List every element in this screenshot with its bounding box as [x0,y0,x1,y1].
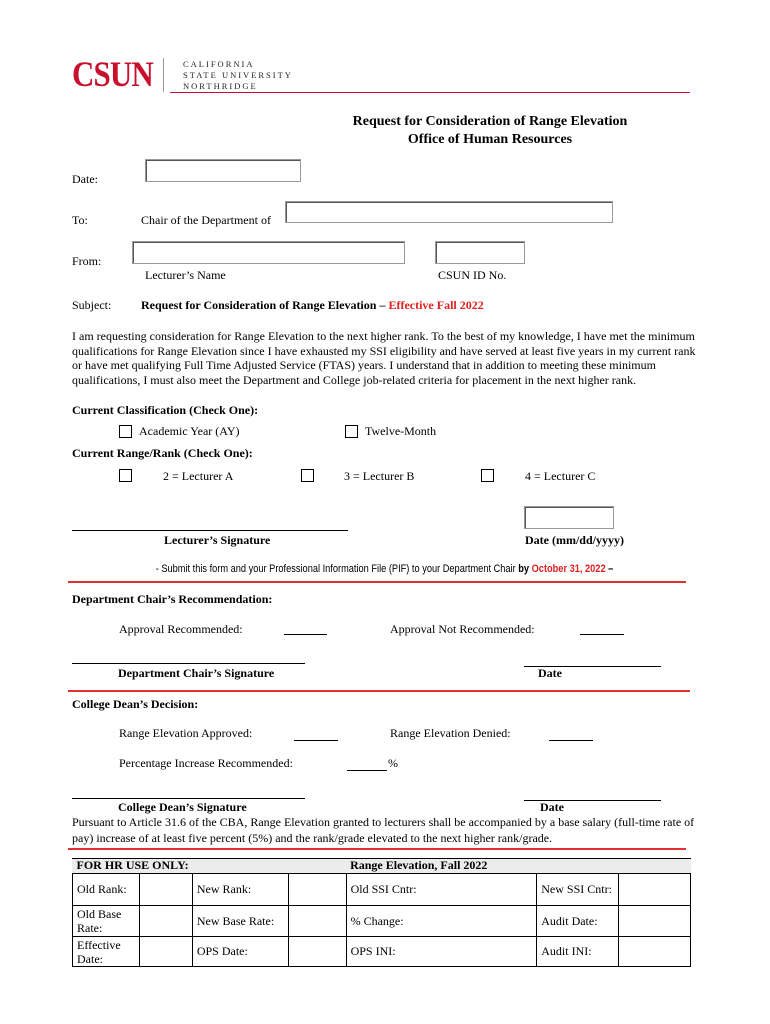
from-label: From: [72,254,102,268]
academic-year-checkbox[interactable] [119,425,132,438]
dean-signature-label: College Dean’s Signature [118,800,247,814]
twelve-month-checkbox[interactable] [345,425,358,438]
dean-signature-line[interactable] [72,798,305,799]
logo-divider [163,58,164,92]
article-paragraph: Pursuant to Article 31.6 of the CBA, Range Elevation granted to lecturers shall be accompanied by a base salary (full-time rate of pay) increase of at least five percent (5%) and the rank/grade elevated to the next higher rank/grade. [72,815,695,845]
chair-heading: Department Chair’s Recommendation: [72,592,273,606]
new-rank-cell[interactable] [288,874,346,906]
effective-date-cell[interactable] [139,937,192,967]
classification-heading: Current Classification (Check One): [72,403,259,417]
subject-effective: Effective Fall 2022 [388,298,484,312]
chair-date-label: Date [538,666,562,680]
lecturer-a-label: 2 = Lecturer A [163,469,234,483]
notice-by: by [518,563,530,575]
hr-use-table [72,858,691,967]
dean-heading: College Dean’s Decision: [72,697,199,711]
lecturer-a-checkbox[interactable] [119,469,132,482]
old-rank-cell[interactable] [139,874,192,906]
ops-date-label: OPS Date: [192,937,288,967]
header-rule [170,92,690,93]
section-divider-3 [68,848,686,850]
request-paragraph: I am requesting consideration for Range Elevation to the next higher rank. To the best of my knowledge, I have met the minimum qualifications for Range Elevation since I have exhausted my SSI eligibility and have served at least five years in my current rank or have met qualifying Full Time Adjusted Service (FTAS) years. I understand that in addition to meeting these minimum qualifications, I must also meet the Department and College job-related criteria for placement in the next higher rank. [72,329,696,387]
logo-line-3: NORTHRIDGE [183,81,258,91]
audit-ini-label: Audit INI: [537,937,619,967]
table-row [73,906,691,937]
hr-use-only-label: FOR HR USE ONLY: [73,858,347,874]
csun-id-input[interactable] [435,241,525,264]
ops-date-cell[interactable] [288,937,346,967]
table-row [73,937,691,967]
new-rank-label: New Rank: [192,874,288,906]
office-title: Office of Human Resources [407,132,573,147]
lecturer-signature-line[interactable] [72,530,348,531]
lecturer-name-input[interactable] [132,241,405,264]
date-input[interactable] [145,159,301,182]
table-row [73,874,691,906]
subject-text [141,298,484,313]
range-denied-line[interactable] [549,740,593,741]
lecturer-c-label: 4 = Lecturer C [525,469,596,483]
lecturer-b-checkbox[interactable] [301,469,314,482]
notice-deadline: October 31, 2022 [531,563,606,575]
old-rank-label: Old Rank: [73,874,140,906]
approval-recommended-line[interactable] [284,634,327,635]
range-approved-line[interactable] [294,740,338,741]
submission-notice [122,563,647,575]
lecturer-c-checkbox[interactable] [481,469,494,482]
effective-date-label: Effective Date: [73,937,140,967]
new-ssi-cntr-cell[interactable] [619,874,691,906]
signature-date-input[interactable] [524,506,614,529]
chair-signature-line[interactable] [72,663,305,664]
notice-dash: – [608,563,614,575]
twelve-month-label: Twelve-Month [365,424,437,438]
lecturer-b-label: 3 = Lecturer B [344,469,415,483]
approval-not-recommended-line[interactable] [580,634,624,635]
percentage-label: Percentage Increase Recommended: [119,756,293,770]
lecturer-signature-label: Lecturer’s Signature [164,533,271,547]
hr-range-elevation-label: Range Elevation, Fall 2022 [346,858,690,874]
old-base-rate-cell[interactable] [139,906,192,937]
dean-date-label: Date [540,800,564,814]
chair-of-department-text: Chair of the Department of [141,213,271,227]
csun-logo: CSUN [72,54,153,94]
audit-date-label: Audit Date: [537,906,619,937]
subject-main: Request for Consideration of Range Elevation – [141,298,386,312]
lecturer-name-label: Lecturer’s Name [145,268,226,282]
audit-date-cell[interactable] [619,906,691,937]
percent-sign: % [388,756,398,770]
approval-recommended-label: Approval Recommended: [119,622,243,636]
range-approved-label: Range Elevation Approved: [119,726,253,740]
notice-text: - Submit this form and your Professional Information File (PIF) to your Department Chair [155,563,516,575]
section-divider-2 [68,690,690,692]
hr-table-header [73,858,691,874]
logo-line-1: CALIFORNIA [183,59,255,69]
university-name [183,59,293,92]
new-base-rate-label: New Base Rate: [192,906,288,937]
section-divider-1 [68,581,686,583]
to-label: To: [72,213,88,227]
new-ssi-cntr-label: New SSI Cntr: [537,874,619,906]
old-ssi-cntr-label: Old SSI Cntr: [346,874,537,906]
department-input[interactable] [285,201,613,223]
audit-ini-cell[interactable] [619,937,691,967]
csun-id-label: CSUN ID No. [438,268,507,282]
new-base-rate-cell[interactable] [288,906,346,937]
subject-label: Subject: [72,298,112,312]
percentage-line[interactable] [347,770,387,771]
form-title: Request for Consideration of Range Elevation [352,114,628,129]
logo-line-2: STATE UNIVERSITY [183,70,293,80]
ops-ini-label: OPS INI: [346,937,537,967]
range-denied-label: Range Elevation Denied: [390,726,511,740]
percent-change-label: % Change: [346,906,537,937]
date-format-label: Date (mm/dd/yyyy) [525,533,624,547]
old-base-rate-label: Old Base Rate: [73,906,140,937]
date-label: Date: [72,172,98,186]
approval-not-recommended-label: Approval Not Recommended: [390,622,535,636]
chair-signature-label: Department Chair’s Signature [118,666,275,680]
academic-year-label: Academic Year (AY) [139,424,240,438]
range-rank-heading: Current Range/Rank (Check One): [72,446,253,460]
